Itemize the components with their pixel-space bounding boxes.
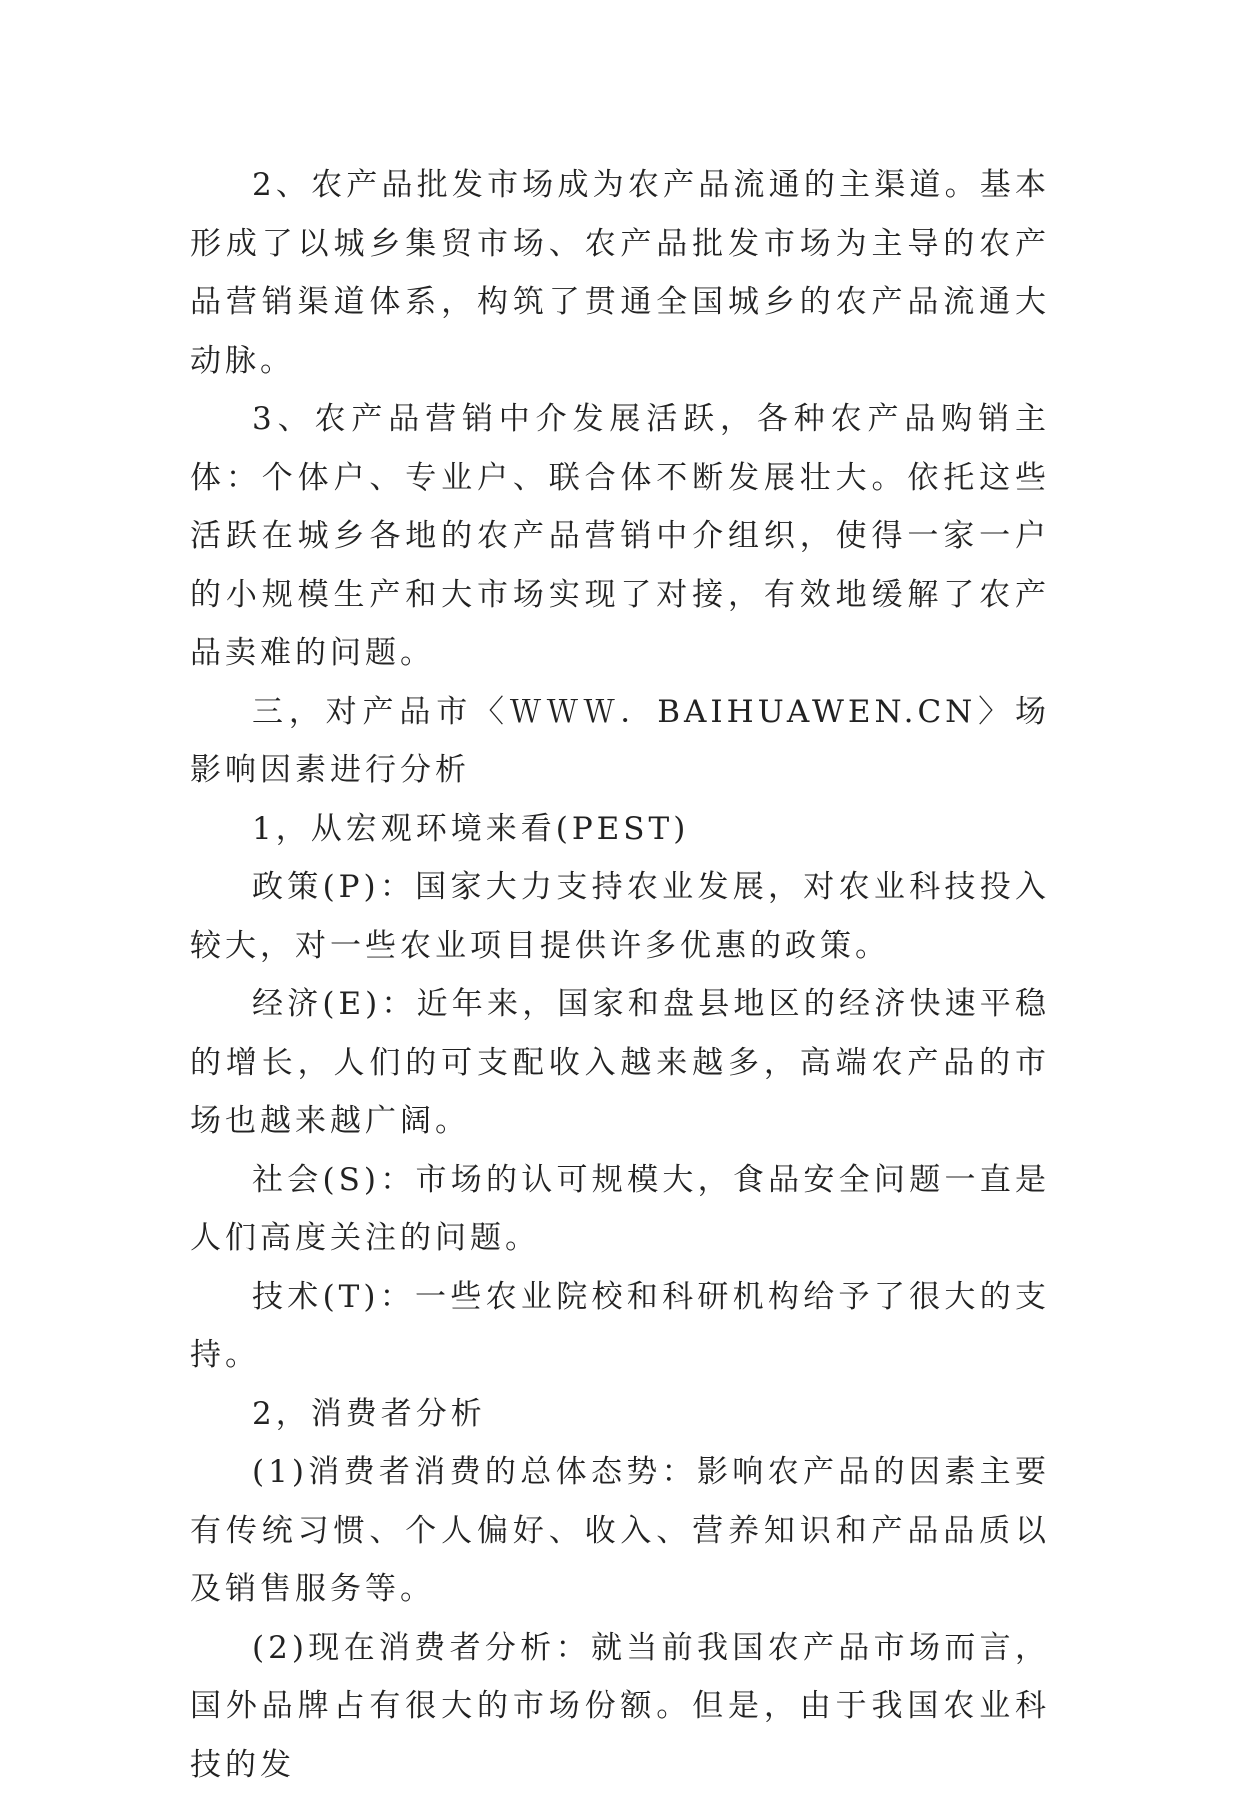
heading-macro-environment-pest: 1，从宏观环境来看(PEST)	[190, 800, 1050, 859]
paragraph-economy: 经济(E)：近年来，国家和盘县地区的经济快速平稳的增长，人们的可支配收入越来越多，高端农产品的市场也越来越广阔。	[190, 975, 1050, 1151]
document-body	[190, 156, 1050, 1794]
heading-consumer-analysis: 2，消费者分析	[190, 1385, 1050, 1444]
paragraph-technology: 技术(T)：一些农业院校和科研机构给予了很大的支持。	[190, 1268, 1050, 1385]
paragraph-current-consumer-analysis: (2)现在消费者分析：就当前我国农产品市场而言，国外品牌占有很大的市场份额。但是，由于我国农业科技的发	[190, 1619, 1050, 1794]
paragraph-policy: 政策(P)：国家大力支持农业发展，对农业科技投入较大，对一些农业项目提供许多优惠的政策。	[190, 858, 1050, 975]
paragraph-wholesale-market: 2、农产品批发市场成为农产品流通的主渠道。基本形成了以城乡集贸市场、农产品批发市场为主导的农产品营销渠道体系，构筑了贯通全国城乡的农产品流通大动脉。	[190, 156, 1050, 390]
heading-market-factor-analysis: 三，对产品市〈ＷＷＷ．BAIHUAWEN.CN〉场影响因素进行分析	[190, 683, 1050, 800]
paragraph-society: 社会(S)：市场的认可规模大，食品安全问题一直是人们高度关注的问题。	[190, 1151, 1050, 1268]
paragraph-consumer-overall-trend: (1)消费者消费的总体态势：影响农产品的因素主要有传统习惯、个人偏好、收入、营养知识和产品品质以及销售服务等。	[190, 1443, 1050, 1619]
paragraph-marketing-intermediaries: 3、农产品营销中介发展活跃，各种农产品购销主体：个体户、专业户、联合体不断发展壮大。依托这些活跃在城乡各地的农产品营销中介组织，使得一家一户的小规模生产和大市场实现了对接，有效地缓解了农产品卖难的问题。	[190, 390, 1050, 683]
